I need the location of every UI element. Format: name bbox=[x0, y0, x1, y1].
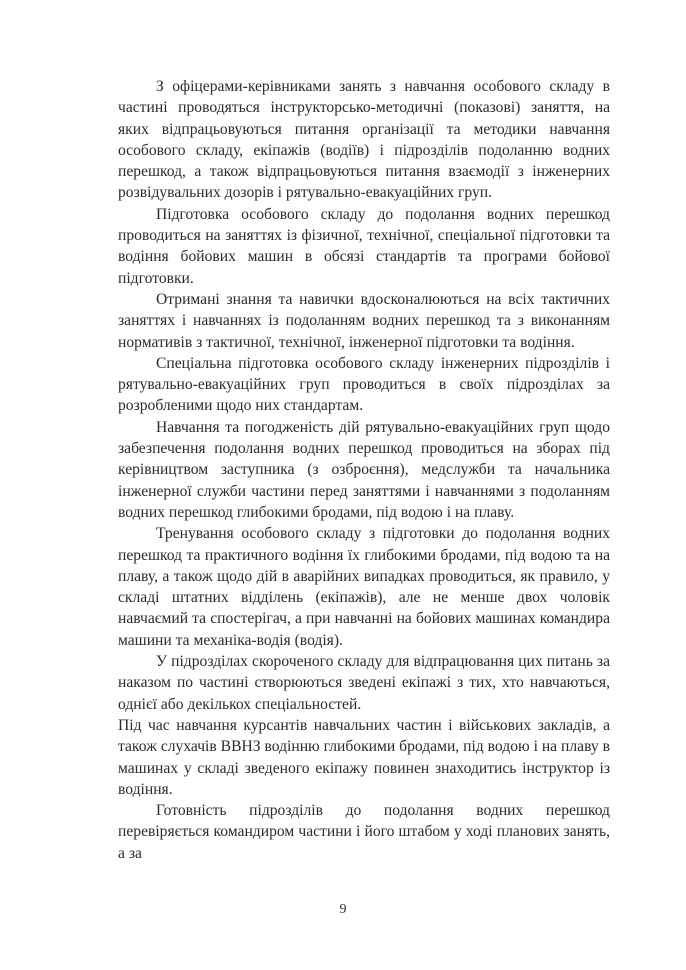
paragraph-9: Готовність підрозділів до подолання водних перешкод перевіряється командиром частини і його штабом у ході планових занять, а за bbox=[118, 802, 610, 862]
paragraph-4: Спеціальна підготовка особового складу інженерних підрозділів і рятувально-евакуаційних груп проводиться в своїх підрозділах за розробленими щодо них стандартам. bbox=[118, 354, 610, 415]
paragraph-3: Отримані знання та навички вдосконалюються на всіх тактичних заняттях і навчаннях із подоланням водних перешкод та з виконанням нормативів з тактичної, технічної, інженерної підготовки та водіння. bbox=[118, 290, 610, 351]
paragraph-7: У підрозділах скороченого складу для відпрацювання цих питань за наказом по частині створюються зведені екіпажі з тих, хто навчаються, однієї або декількох спеціальностей. bbox=[118, 653, 610, 713]
paragraph-5: Навчання та погодженість дій рятувально-евакуаційних груп щодо забезпечення подолання водних перешкод проводиться на зборах під керівництвом заступника (з озброєння), медслужби та начальника інженерної служби частини перед заняттями і навчаннями з подоланням водних перешкод глибокими бродами, під водою і на плаву. bbox=[118, 418, 610, 521]
paragraph-2: Підготовка особового складу до подолання водних перешкод проводиться на заняттях із фізичної, технічної, спеціальної підготовки та водіння бойових машин в обсязі стандартів та програми бойової підготовки. bbox=[118, 205, 610, 287]
page-number: 9 bbox=[339, 902, 347, 917]
paragraph-1: З офіцерами-керівниками занять з навчання особового складу в частині проводяться інструкторсько-методичні (показові) заняття, на яких відпрацьовуються питання організації та методики навчання особового складу, екіпажів (водіїв) і підрозділів подоланню водних перешкод, а також відпрацьовуються питання взаємодії з інженерних розвідувальних дозорів і рятувально-евакуаційних груп. bbox=[118, 78, 610, 202]
text-body bbox=[118, 76, 610, 864]
paragraph-6: Тренування особового складу з підготовки до подолання водних перешкод та практичного водіння їх глибокими бродами, під водою та на плаву, а також щодо дій в аварійних випадках проводиться, як правило, у складі штатних відділень (екіпажів), але не менше двох чоловік навчаємий та спостерігач, а при навчанні на бойових машинах командира машини та механіка-водія (водія). bbox=[118, 525, 610, 649]
paragraph-8: Під час навчання курсантів навчальних частин і військових закладів, а також слухачів ВВНЗ водінню глибокими бродами, під водою і на плаву в машинах у складі зведеного екіпажу повинен знаходитись інструктор із водіння. bbox=[118, 716, 610, 798]
